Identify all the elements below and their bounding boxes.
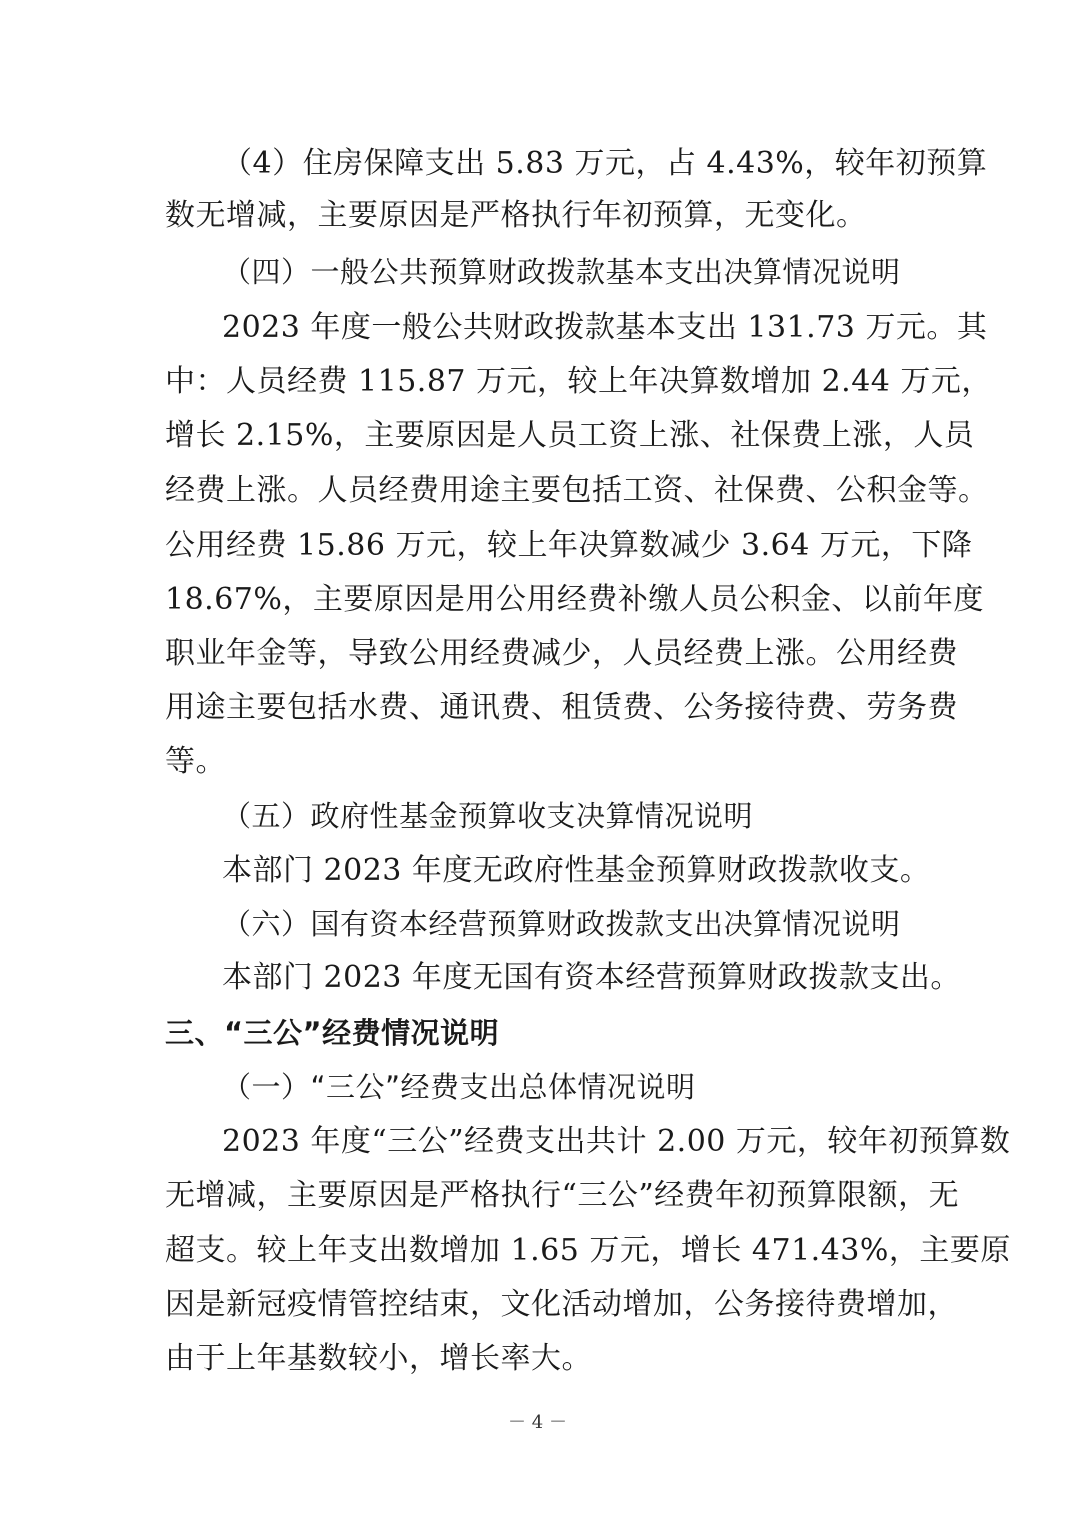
- paragraph-line: 无增减，主要原因是严格执行“三公”经费年初预算限额，无: [165, 1178, 960, 1213]
- section-subheading: （六）国有资本经营预算财政拨款支出决算情况说明: [222, 907, 901, 941]
- section-subheading: （四）一般公共预算财政拨款基本支出决算情况说明: [222, 255, 901, 289]
- paragraph-line: 中：人员经费 115.87 万元，较上年决算数增加 2.44 万元，: [165, 364, 992, 399]
- paragraph-line: 公用经费 15.86 万元，较上年决算数减少 3.64 万元，下降: [165, 528, 973, 563]
- paragraph-line: 用途主要包括水费、通讯费、租赁费、公务接待费、劳务费: [165, 690, 958, 725]
- page-number: － 4 －: [508, 1412, 567, 1433]
- paragraph-line: 2023 年度一般公共财政拨款基本支出 131.73 万元。其: [222, 310, 988, 345]
- paragraph-line: （4）住房保障支出 5.83 万元，占 4.43%，较年初预算: [222, 146, 988, 181]
- paragraph-line: 超支。较上年支出数增加 1.65 万元，增长 471.43%，主要原: [165, 1233, 1011, 1268]
- paragraph-line: 2023 年度“三公”经费支出共计 2.00 万元，较年初预算数: [222, 1124, 1011, 1159]
- section-subheading: （五）政府性基金预算收支决算情况说明: [222, 799, 754, 833]
- paragraph-line: 增长 2.15%，主要原因是人员工资上涨、社保费上涨，人员: [165, 418, 975, 453]
- paragraph-line: 等。: [165, 744, 226, 779]
- paragraph-line: 经费上涨。人员经费用途主要包括工资、社保费、公积金等。: [165, 473, 989, 508]
- paragraph-line: 因是新冠疫情管控结束，文化活动增加，公务接待费增加，: [165, 1287, 958, 1322]
- section-subheading: （一）“三公”经费支出总体情况说明: [222, 1070, 696, 1104]
- paragraph-line: 数无增减，主要原因是严格执行年初预算，无变化。: [165, 198, 867, 233]
- paragraph-line: 职业年金等，导致公用经费减少，人员经费上涨。公用经费: [165, 636, 958, 671]
- paragraph-line: 本部门 2023 年度无政府性基金预算财政拨款收支。: [222, 853, 931, 888]
- paragraph-line: 18.67%，主要原因是用公用经费补缴人员公积金、以前年度: [165, 582, 984, 617]
- section-heading: 三、“三公”经费情况说明: [165, 1016, 500, 1050]
- paragraph-line: 本部门 2023 年度无国有资本经营预算财政拨款支出。: [222, 960, 961, 995]
- paragraph-line: 由于上年基数较小，增长率大。: [165, 1341, 592, 1376]
